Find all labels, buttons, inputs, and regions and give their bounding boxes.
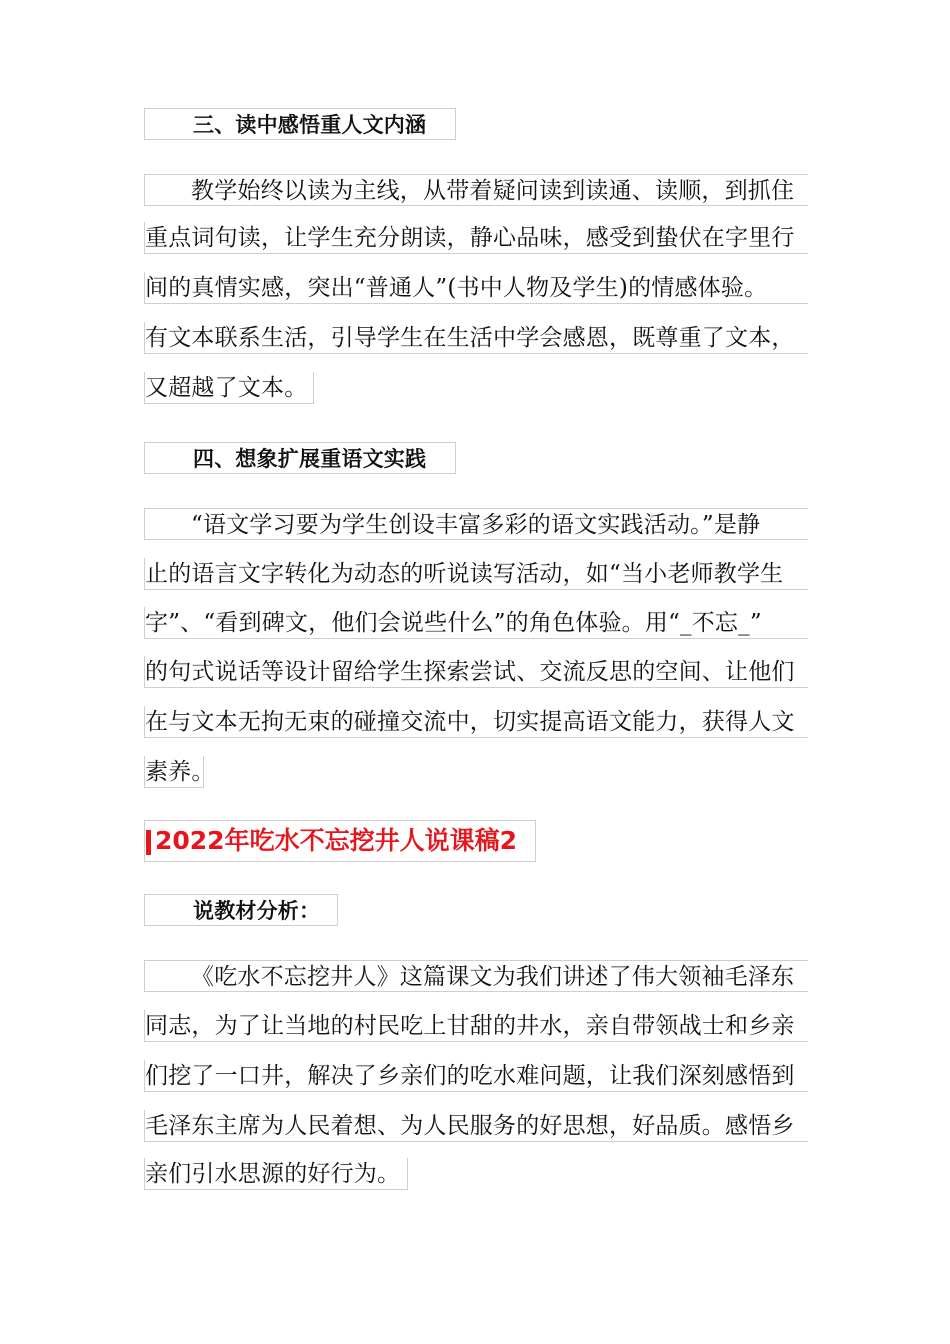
paragraph-line: 在与文本无拘无束的碰撞交流中，切实提高语文能力，获得人文	[144, 706, 808, 738]
paragraph-line: 《吃水不忘挖井人》这篇课文为我们讲述了伟大领袖毛泽东	[144, 960, 808, 992]
section-heading-3: 三、读中感悟重人文内涵	[144, 108, 456, 140]
paragraph-line: 有文本联系生活，引导学生在生活中学会感恩，既尊重了文本，	[144, 322, 808, 354]
paragraph-line: 教学始终以读为主线，从带着疑问读到读通、读顺，到抓住	[144, 174, 808, 206]
paragraph-line: 重点词句读，让学生充分朗读，静心品味，感受到蛰伏在字里行	[144, 222, 808, 254]
paragraph-line: 止的语言文字转化为动态的听说读写活动，如“当小老师教学生	[144, 558, 808, 590]
paragraph-line: 又超越了文本。	[144, 372, 314, 404]
paragraph-line: 们挖了一口井，解决了乡亲们的吃水难问题，让我们深刻感悟到	[144, 1060, 808, 1092]
paragraph-line: 的句式说话等设计留给学生探索尝试、交流反思的空间、让他们	[144, 656, 808, 688]
paragraph-line: 亲们引水思源的好行为。	[144, 1158, 408, 1190]
paragraph-line: 间的真情实感，突出“普通人”(书中人物及学生)的情感体验。	[144, 272, 808, 304]
section-heading-analysis: 说教材分析：	[144, 894, 338, 926]
paragraph-line: 毛泽东主席为人民着想、为人民服务的好思想，好品质。感悟乡	[144, 1110, 808, 1142]
paragraph-line: 同志，为了让当地的村民吃上甘甜的井水，亲自带领战士和乡亲	[144, 1010, 808, 1042]
paragraph-line: “语文学习要为学生创设丰富多彩的语文实践活动。”是静	[144, 508, 808, 540]
document-title: 2022年吃水不忘挖井人说课稿2	[144, 820, 536, 862]
paragraph-line: 字”、“看到碑文，他们会说些什么”的角色体验。用“_不忘_”	[144, 607, 808, 639]
section-heading-4: 四、想象扩展重语文实践	[144, 442, 456, 474]
paragraph-line: 素养。	[144, 756, 204, 788]
